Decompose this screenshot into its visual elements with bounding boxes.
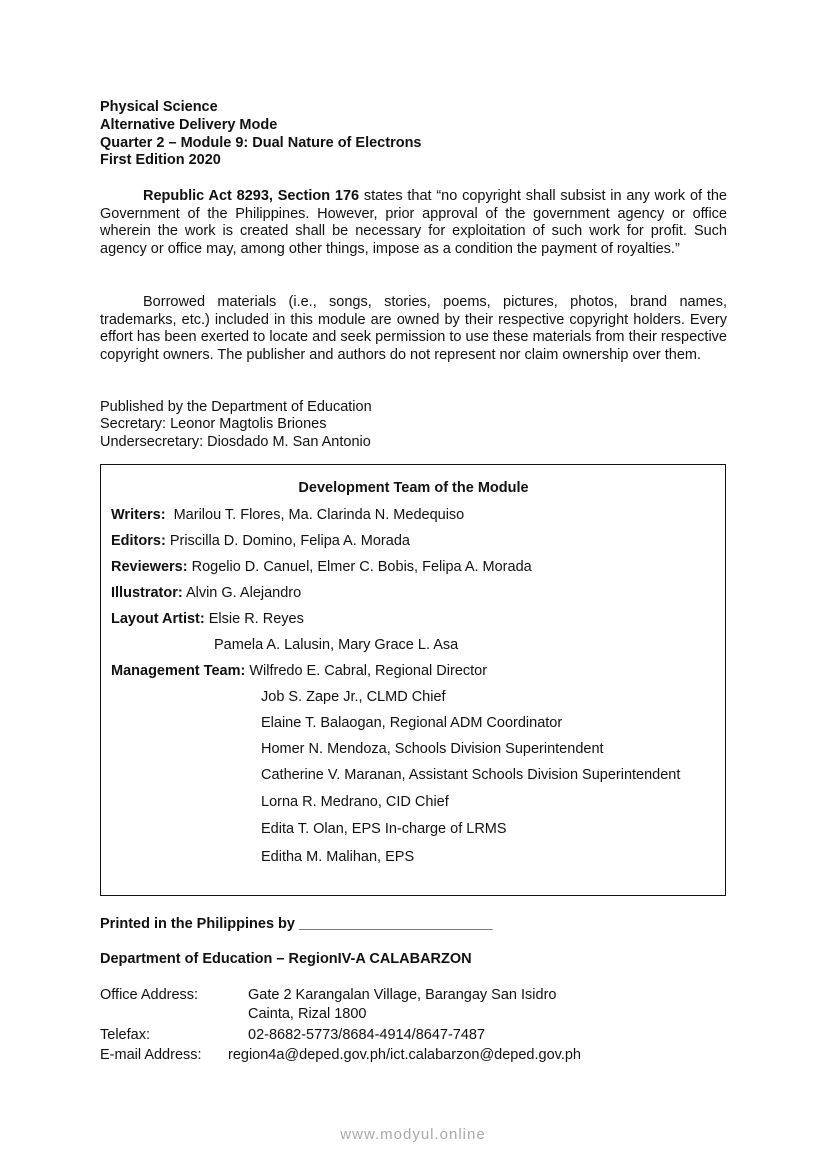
management-row [111,663,487,681]
management-member: Catherine V. Maranan, Assistant Schools Division Superintendent [261,767,681,783]
telefax-label: Telefax: [100,1027,150,1043]
illustrator-row [111,585,301,603]
management-member: Edita T. Olan, EPS In-charge of LRMS [261,821,507,837]
editors-row [111,533,410,551]
writers: Marilou T. Flores, Ma. Clarinda N. Medequiso [173,507,465,523]
management-member: Wilfredo E. Cabral, Regional Director [249,663,488,679]
act-text: states that “no copyright shall subsist in any work of the Government of the Philippines. However, prior approval of the government agency or office wherein the work is created shall be necessary for exploitation of such work for profit. Such agency or office may, among other things, impose as a condition the payment of royalties.” [100,188,727,257]
telefax: 02-8682-5773/8684-4914/8647-7487 [248,1027,486,1043]
office-address-1: Gate 2 Karangalan Village, Barangay San Isidro [248,987,557,1003]
email: region4a@deped.gov.ph/ict.calabarzon@deped.gov.ph [228,1047,581,1063]
illustrator-label: Illustrator: [111,585,183,601]
layout-row-2: Pamela A. Lalusin, Mary Grace L. Asa [214,637,459,653]
published-by: Published by the Department of Education [100,399,372,415]
edition: First Edition 2020 [100,152,221,168]
email-label: E-mail Address: [100,1047,202,1063]
delivery-mode: Alternative Delivery Mode [100,117,278,133]
writers-row [111,507,464,525]
office-address-2: Cainta, Rizal 1800 [248,1006,367,1022]
reviewers: Rogelio D. Canuel, Elmer C. Bobis, Felipa A. Morada [191,559,532,575]
management-member: Lorna R. Medrano, CID Chief [261,794,449,810]
illustrator: Alvin G. Alejandro [185,585,302,601]
editors: Priscilla D. Domino, Felipa A. Morada [169,533,410,549]
department-region: Department of Education – RegionIV-A CALABARZON [100,951,472,967]
layout-row [111,611,304,629]
office-label: Office Address: [100,987,199,1003]
secretary: Secretary: Leonor Magtolis Briones [100,416,327,432]
act-reference: Republic Act 8293, Section 176 [143,188,360,204]
borrowed-paragraph: Borrowed materials (i.e., songs, stories, poems, pictures, photos, brand names, trademarks, etc.) included in this module are owned by their respective copyright holders. Every effort has been exerted to locate and seek permission to use these materials from their respective copyright owners. The publisher and authors do not represent nor claim ownership over them. [100,294,727,363]
watermark: www.modyul.online [340,1126,486,1143]
management-label: Management Team: [111,663,246,679]
writers-label: Writers: [111,507,166,523]
module-title: Quarter 2 – Module 9: Dual Nature of Electrons [100,135,422,151]
management-member: Editha M. Malihan, EPS [261,849,415,865]
layout-label: Layout Artist: [111,611,205,627]
reviewers-label: Reviewers: [111,559,188,575]
management-member: Elaine T. Balaogan, Regional ADM Coordinator [261,715,563,731]
printed-by: Printed in the Philippines by ________________________ [100,916,493,932]
undersecretary: Undersecretary: Diosdado M. San Antonio [100,434,371,450]
management-member: Homer N. Mendoza, Schools Division Superintendent [261,741,604,757]
layout-artist: Elsie R. Reyes [208,611,304,627]
team-title: Development Team of the Module [298,480,529,496]
copyright-paragraph [100,188,727,258]
editors-label: Editors: [111,533,166,549]
subject-title: Physical Science [100,99,218,115]
management-member: Job S. Zape Jr., CLMD Chief [261,689,446,705]
reviewers-row [111,559,532,577]
